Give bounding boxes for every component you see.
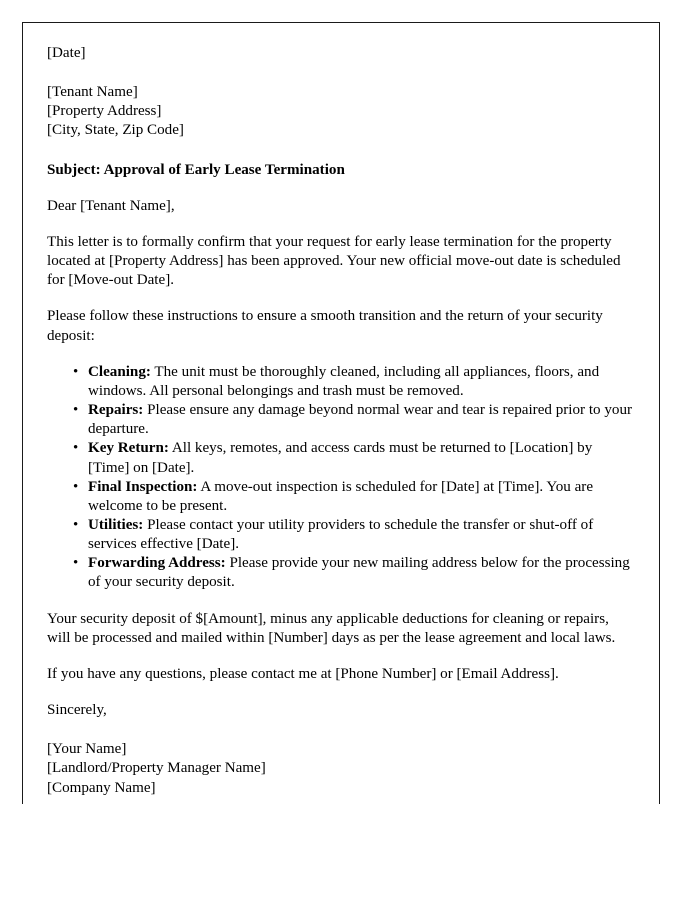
spacer (47, 684, 635, 701)
list-item-label: Key Return: (88, 440, 169, 457)
letter-date: [Date] (47, 45, 86, 61)
list-item (47, 478, 635, 516)
spacer (47, 720, 635, 740)
contact-paragraph: If you have any questions, please contact me at [Phone Number] or [Email Address]. (47, 665, 559, 682)
list-item (47, 401, 635, 439)
list-item-text: All keys, remotes, and access cards must be returned to [Location] by [Time] on [Date]. (88, 440, 593, 476)
list-item-label: Repairs: (88, 402, 144, 419)
spacer (47, 593, 635, 610)
opening-paragraph: This letter is to formally confirm that your request for early lease termination for the property located at [Property Address] has been approved. Your new official move-out date is scheduled for [Move-out Date]. (47, 233, 621, 289)
list-item-label: Final Inspection: (88, 478, 198, 495)
spacer (47, 180, 635, 197)
spacer (47, 346, 635, 363)
spacer (47, 141, 635, 161)
list-item-text: A move-out inspection is scheduled for [Date] at [Time]. You are welcome to be present. (88, 478, 594, 514)
subject-line: Subject: Approval of Early Lease Termination (47, 161, 345, 178)
list-item-text: Please contact your utility providers to schedule the transfer or shut-off of services effective [Date]. (88, 516, 594, 553)
list-item (47, 516, 635, 554)
list-item-label: Utilities: (88, 516, 144, 533)
list-item (47, 363, 635, 401)
instructions-list (47, 363, 635, 593)
spacer (47, 648, 635, 665)
signature-block (47, 740, 635, 797)
spacer (47, 216, 635, 233)
list-item-text: Please ensure any damage beyond normal wear and tear is repaired prior to your departure. (88, 402, 633, 438)
signer-name: [Your Name] (47, 741, 127, 758)
letter-body (47, 44, 635, 798)
list-item-label: Forwarding Address: (88, 555, 226, 572)
list-item-text: The unit must be thoroughly cleaned, including all appliances, floors, and windows. All personal belongings and trash must be removed. (88, 363, 600, 399)
list-item (47, 439, 635, 477)
instructions-intro: Please follow these instructions to ensure a smooth transition and the return of your security deposit: (47, 308, 603, 344)
deposit-paragraph: Your security deposit of $[Amount], minus any applicable deductions for cleaning or repairs, will be processed and mailed within [Number] days as per the lease agreement and local laws. (47, 610, 616, 646)
signer-role: [Landlord/Property Manager Name] (47, 760, 266, 777)
salutation: Dear [Tenant Name], (47, 197, 175, 214)
recipient-street: [Property Address] (47, 103, 162, 120)
spacer (47, 290, 635, 307)
recipient-name: [Tenant Name] (47, 84, 138, 101)
list-item-text: Please provide your new mailing address below for the processing of your security deposit. (88, 555, 630, 591)
recipient-address-block (47, 83, 635, 140)
closing-salutation: Sincerely, (47, 702, 107, 719)
signer-company: [Company Name] (47, 779, 156, 796)
list-item (47, 554, 635, 592)
list-item-label: Cleaning: (88, 363, 151, 380)
recipient-city-state-zip: [City, State, Zip Code] (47, 122, 184, 139)
spacer (47, 63, 635, 83)
